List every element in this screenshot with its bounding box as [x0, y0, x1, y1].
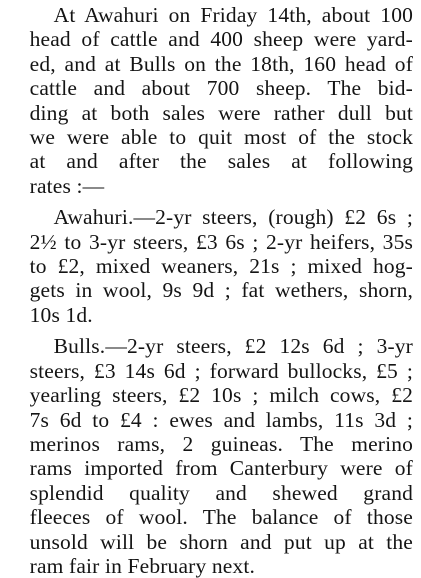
text-line: At Awahuri on Friday 14th, about 100 — [53, 3, 413, 27]
text-line: 10s 1d. — [29, 302, 93, 327]
text-line: rams imported from Canterbury were of — [29, 456, 413, 481]
text-line: steers, £3 14s 6d ; forward bullocks, £5 ; — [29, 358, 413, 383]
text-line: fleeces of wool. The balance of those — [29, 505, 413, 530]
text-line: splendid quality and shewed grand — [29, 480, 413, 505]
text-line: Awahuri.—2-yr steers, (rough) £2 6s ; — [53, 205, 413, 230]
text-line: ram fair in February next. — [29, 553, 256, 578]
text-line: gets in wool, 9s 9d ; fat wethers, shorn, — [29, 278, 413, 303]
text-line: ed, and at Bulls on the 18th, 160 head of — [29, 51, 413, 76]
text-line: to £2, mixed weaners, 21s ; mixed hog- — [29, 254, 413, 279]
text-line: unsold will be shorn and put up at the — [29, 529, 413, 554]
text-line: Bulls.—2-yr steers, £2 12s 6d ; 3-yr — [53, 334, 413, 359]
text-line: merinos rams, 2 guineas. The merino — [29, 431, 413, 456]
text-line: head of cattle and 400 sheep were yard- — [29, 27, 413, 52]
paragraph-sales-summary — [6, 3, 413, 198]
text-line: yearling steers, £2 10s ; milch cows, £2 — [29, 383, 413, 408]
paragraph-bulls-rates — [6, 334, 413, 578]
text-line: rates :— — [29, 173, 105, 198]
text-line: 7s 6d to £4 : ewes and lambs, 11s 3d ; — [29, 407, 413, 432]
paragraph-awahuri-rates — [6, 205, 413, 327]
text-line: cattle and about 700 sheep. The bid- — [29, 76, 413, 101]
text-line: we were able to quit most of the stock — [29, 125, 413, 150]
text-line: 2½ to 3-yr steers, £3 6s ; 2-yr heifers, 35s — [29, 229, 413, 254]
text-line: at and after the sales at following — [29, 149, 413, 174]
text-line: ding at both sales were rather dull but — [29, 100, 413, 125]
